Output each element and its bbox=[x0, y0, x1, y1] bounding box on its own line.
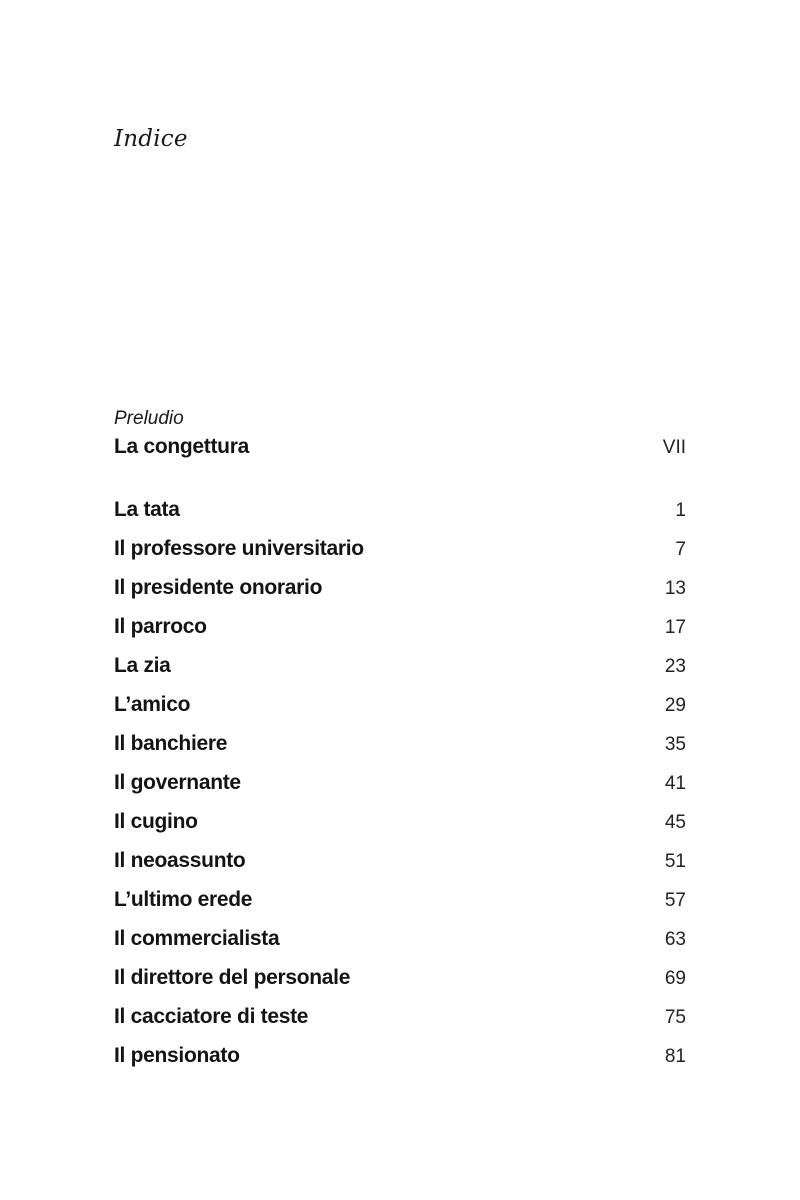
toc-entry-page: 57 bbox=[664, 890, 686, 911]
toc-entry bbox=[114, 724, 686, 763]
toc-entry bbox=[114, 880, 686, 919]
toc-entry bbox=[114, 958, 686, 997]
toc-entry-title: Il cacciatore di teste bbox=[114, 1005, 309, 1028]
toc-entry-page: VII bbox=[662, 437, 686, 458]
toc-entry-page: 1 bbox=[675, 500, 686, 521]
toc-entry-title: Il cugino bbox=[114, 810, 198, 833]
toc-entry bbox=[114, 997, 686, 1036]
page-title: Indice bbox=[114, 126, 188, 152]
toc-entry bbox=[114, 841, 686, 880]
toc-entry-title: Il presidente onorario bbox=[114, 576, 323, 599]
toc-entry-page: 35 bbox=[664, 734, 686, 755]
toc-entry-prelude bbox=[114, 431, 686, 467]
toc-entry-title: Il banchiere bbox=[114, 732, 228, 755]
toc-entry-title: Il professore universitario bbox=[114, 537, 364, 560]
toc-entry-page: 51 bbox=[664, 851, 686, 872]
toc-entry-title: La congettura bbox=[114, 435, 249, 458]
toc-entry-title: Il direttore del personale bbox=[114, 966, 351, 989]
toc-entry-page: 63 bbox=[664, 929, 686, 950]
prelude-label: Preludio bbox=[114, 408, 184, 429]
toc-entry-title: L’ultimo erede bbox=[114, 888, 253, 911]
toc-entry-title: Il pensionato bbox=[114, 1044, 240, 1067]
toc-entry-title: Il neoassunto bbox=[114, 849, 246, 872]
toc-entry-page: 75 bbox=[664, 1007, 686, 1028]
toc-entry-page: 69 bbox=[664, 968, 686, 989]
toc-entry-page: 17 bbox=[664, 617, 686, 638]
toc-entry-title: La tata bbox=[114, 498, 180, 521]
toc-entry-page: 23 bbox=[664, 656, 686, 677]
toc-entry-page: 45 bbox=[664, 812, 686, 833]
toc-entry-title: L’amico bbox=[114, 693, 191, 716]
toc-entry-title: Il commercialista bbox=[114, 927, 280, 950]
toc-entry bbox=[114, 568, 686, 607]
toc-entry-page: 81 bbox=[664, 1046, 686, 1067]
toc-entry bbox=[114, 490, 686, 529]
toc-entry-title: La zia bbox=[114, 654, 171, 677]
toc-entry-page: 29 bbox=[664, 695, 686, 716]
toc-entry bbox=[114, 763, 686, 802]
toc-entry-page: 7 bbox=[675, 539, 686, 560]
toc-entry-page: 13 bbox=[664, 578, 686, 599]
toc-entry bbox=[114, 646, 686, 685]
toc-entry bbox=[114, 802, 686, 841]
toc-entry bbox=[114, 919, 686, 958]
toc-entry-page: 41 bbox=[664, 773, 686, 794]
toc-entry bbox=[114, 685, 686, 724]
toc-entry-title: Il governante bbox=[114, 771, 241, 794]
table-of-contents bbox=[114, 407, 686, 1075]
toc-entry bbox=[114, 529, 686, 568]
toc-entry-title: Il parroco bbox=[114, 615, 207, 638]
toc-entry bbox=[114, 1036, 686, 1075]
toc-entry bbox=[114, 607, 686, 646]
